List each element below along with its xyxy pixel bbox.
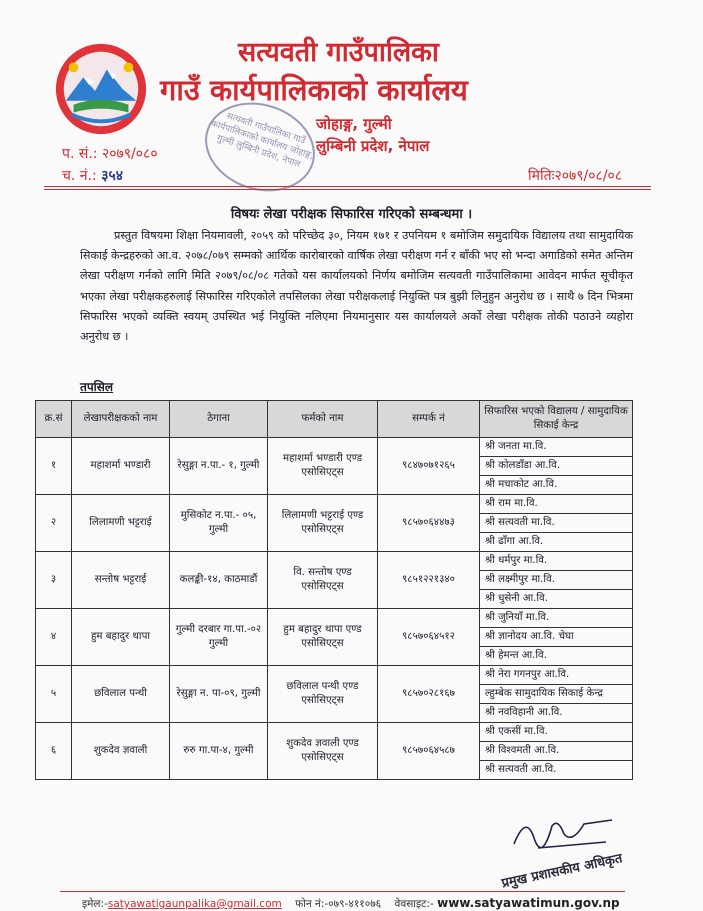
cell-firm: महाशर्मा भण्डारी एण्ड एसोसिएट्स	[268, 438, 378, 495]
cell-address: कलङ्की-१४, काठमाडौं	[170, 552, 268, 609]
cell-contact: ९८५१२२१३४०	[378, 552, 480, 609]
cell-sn: ३	[36, 552, 72, 609]
signature-mark	[508, 808, 618, 852]
footer-phone: ०७९-४११०७६	[328, 898, 382, 910]
col-header-auditor-name: लेखापरीक्षकको नाम	[72, 401, 170, 438]
cell-sn: ४	[36, 609, 72, 666]
cell-school: श्री एकसीं मा.वि.	[480, 723, 633, 742]
table-row	[36, 666, 633, 685]
footer-email-label: इमेल:-	[82, 898, 108, 910]
cell-school: श्री लक्ष्मीपुर मा.वि.	[480, 571, 633, 590]
cell-school: श्री हेमन्त आ.वि.	[480, 647, 633, 666]
cell-firm: हुम बहादुर थापा एण्ड एसोसिएट्स	[268, 609, 378, 666]
footer-website-label: वेवसाइट:-	[394, 898, 434, 910]
col-header-schools: सिफारिस भएको विद्यालय / सामुदायिक सिकाई केन्द्र	[480, 401, 633, 438]
cell-school: श्री सत्यवती आ.वि.	[480, 761, 633, 780]
nepal-emblem-icon	[52, 40, 150, 138]
cell-address: रुरु गा.पा-४, गुल्मी	[170, 723, 268, 780]
reference-number-label: प. सं.:	[62, 146, 98, 162]
cell-school: ल्हुम्बेक सामुदायिक सिकाई केन्द्र	[480, 685, 633, 704]
footer-contact	[82, 896, 620, 911]
cell-auditor-name: सन्तोष भट्टराई	[72, 552, 170, 609]
cell-sn: १	[36, 438, 72, 495]
auditor-table-body	[36, 438, 633, 780]
cell-address: मुसिकोट न.पा.- ०५, गुल्मी	[170, 495, 268, 552]
cell-school: श्री ढाँगा आ.वि.	[480, 533, 633, 552]
cell-contact: ९८५७०६४५८७	[378, 723, 480, 780]
letter-body: प्रस्तुत विषयमा शिक्षा नियमावली, २०५९ को परिच्छेद ३०, नियम १७१ र उपनियम १ बमोजिम समुदायिक विद्यालय तथा सामुदायिक सिकाई केन्द्रहरुको आ.व. २०७८/०७९ सम्मको आर्थिक कारोबारको वार्षिक लेखा परीक्षण गर्न र बाँकी भए सो भन्दा अगाडिको समेत अन्तिम लेखा परीक्षण गर्नको लागि मिति २०७९/०८/०८ गतेको यस कार्यालयको निर्णय बमोजिम सत्यवती गाउँपालिकामा आवेदन मार्फत सूचीकृत भएका लेखा परीक्षकहरुलाई सिफारिस गरिएकोले तपसिलका लेखा परीक्षकलाई नियुक्ति पत्र बुझी लिनुहुन अनुरोध छ । साथै ७ दिन भित्रमा सिफारिस भएको व्यक्ति स्वयम् उपस्थित भई नियुक्ति नलिएमा नियमानुसार यस कार्यालयले अर्को लेखा परीक्षक तोकी पठाउने व्यहोरा अनुरोध छ ।	[80, 229, 633, 344]
office-title-line2: गाउँ कार्यपालिकाको कार्यालय	[160, 73, 468, 107]
cell-contact: ९८५७०२८१६७	[378, 666, 480, 723]
letter-date-label: मितिः	[528, 168, 555, 184]
footer-divider	[60, 891, 625, 892]
table-row	[36, 438, 633, 457]
table-row	[36, 552, 633, 571]
cell-auditor-name: हुम बहादुर थापा	[72, 609, 170, 666]
reference-number	[62, 144, 158, 163]
cell-sn: २	[36, 495, 72, 552]
cell-address: रेसुङ्गा न.पा.- १, गुल्मी	[170, 438, 268, 495]
cell-address: रेसुङ्गा न. पा-०९, गुल्मी	[170, 666, 268, 723]
reference-number-value: २०७९/०८०	[101, 146, 158, 162]
cell-school: श्री जुनियाँ मा.वि.	[480, 609, 633, 628]
letter-date-value: २०७९/०८/०८	[554, 168, 623, 184]
footer-website-link[interactable]: www.satyawatimun.gov.np	[437, 896, 620, 910]
dispatch-number-value: ३५४	[101, 168, 124, 184]
cell-contact: ९८५७०६४४७३	[378, 495, 480, 552]
letter-date	[528, 166, 622, 185]
cell-auditor-name: महाशर्मा भण्डारी	[72, 438, 170, 495]
table-row	[36, 609, 633, 628]
office-title-line1: सत्यवती गाउँपालिका	[238, 37, 439, 68]
col-header-address: ठेगाना	[170, 401, 268, 438]
cell-school: श्री नेरा गगनपुर आ.वि.	[480, 666, 633, 685]
cell-contact: ९८४७०७१२६५	[378, 438, 480, 495]
cell-school: श्री कोलडाँडा आ.वि.	[480, 457, 633, 476]
cell-firm: वि. सन्तोष एण्ड एसोसिएट्स	[268, 552, 378, 609]
office-address-line2: लुम्बिनी प्रदेश, नेपाल	[316, 137, 430, 155]
cell-school: श्री जनता मा.वि.	[480, 438, 633, 457]
auditor-table	[35, 400, 633, 780]
cell-auditor-name: लिलामणी भट्टराई	[72, 495, 170, 552]
office-stamp-text: सत्यवती गाउँपालिका गाउँ कार्यपालिकाको कार्यालय जोहाङ्ग, गुल्मी लुम्बिनी प्रदेश, नेपाल	[209, 111, 315, 170]
signatory-title: प्रमुख प्रशासकीय अधिकृत	[500, 851, 624, 892]
dispatch-number-label: च. नं.:	[62, 168, 97, 184]
header-divider-second	[44, 189, 651, 190]
cell-school: श्री राम मा.वि.	[480, 495, 633, 514]
table-caption: तपसिल	[80, 380, 114, 394]
cell-contact: ९८५७०६४५१२	[378, 609, 480, 666]
footer-email-link[interactable]: satyawatigaunpalika@gmail.com	[107, 898, 282, 910]
cell-auditor-name: शुकदेव ज्ञवाली	[72, 723, 170, 780]
col-header-firm: फर्मको नाम	[268, 401, 378, 438]
dispatch-number	[62, 166, 123, 185]
table-header-row	[36, 401, 633, 438]
col-header-contact: सम्पर्क नं	[378, 401, 480, 438]
cell-sn: ५	[36, 666, 72, 723]
cell-address: गुल्मी दरबार गा.पा.-०२ गुल्मी	[170, 609, 268, 666]
table-row	[36, 723, 633, 742]
cell-school: श्री नवविहानी आ.वि.	[480, 704, 633, 723]
cell-school: श्री विश्वमती आ.वि.	[480, 742, 633, 761]
cell-auditor-name: छविलाल पन्थी	[72, 666, 170, 723]
cell-school: श्री ज्ञानोदय आ.वि. चेघा	[480, 628, 633, 647]
cell-school: श्री धुसेनी आ.वि.	[480, 590, 633, 609]
cell-firm: लिलामणी भट्टराई एण्ड एसोसिएट्स	[268, 495, 378, 552]
col-header-sn: क्र.सं	[36, 401, 72, 438]
table-row	[36, 495, 633, 514]
cell-school: श्री सत्यवती मा.वि.	[480, 514, 633, 533]
footer-phone-label: फोन नं:-	[295, 898, 329, 910]
office-address-line1: जोहाङ्ग, गुल्मी	[316, 115, 392, 133]
cell-firm: शुकदेव ज्ञवाली एण्ड एसोसिएट्स	[268, 723, 378, 780]
cell-firm: छविलाल पन्थी एण्ड एसोसिएट्स	[268, 666, 378, 723]
cell-sn: ६	[36, 723, 72, 780]
cell-school: श्री धर्मपुर मा.वि.	[480, 552, 633, 571]
cell-school: श्री मचाकोट आ.वि.	[480, 476, 633, 495]
header-divider	[44, 186, 651, 187]
letter-subject: विषयः लेखा परीक्षक सिफारिस गरिएको सम्बन्धमा ।	[230, 207, 473, 222]
